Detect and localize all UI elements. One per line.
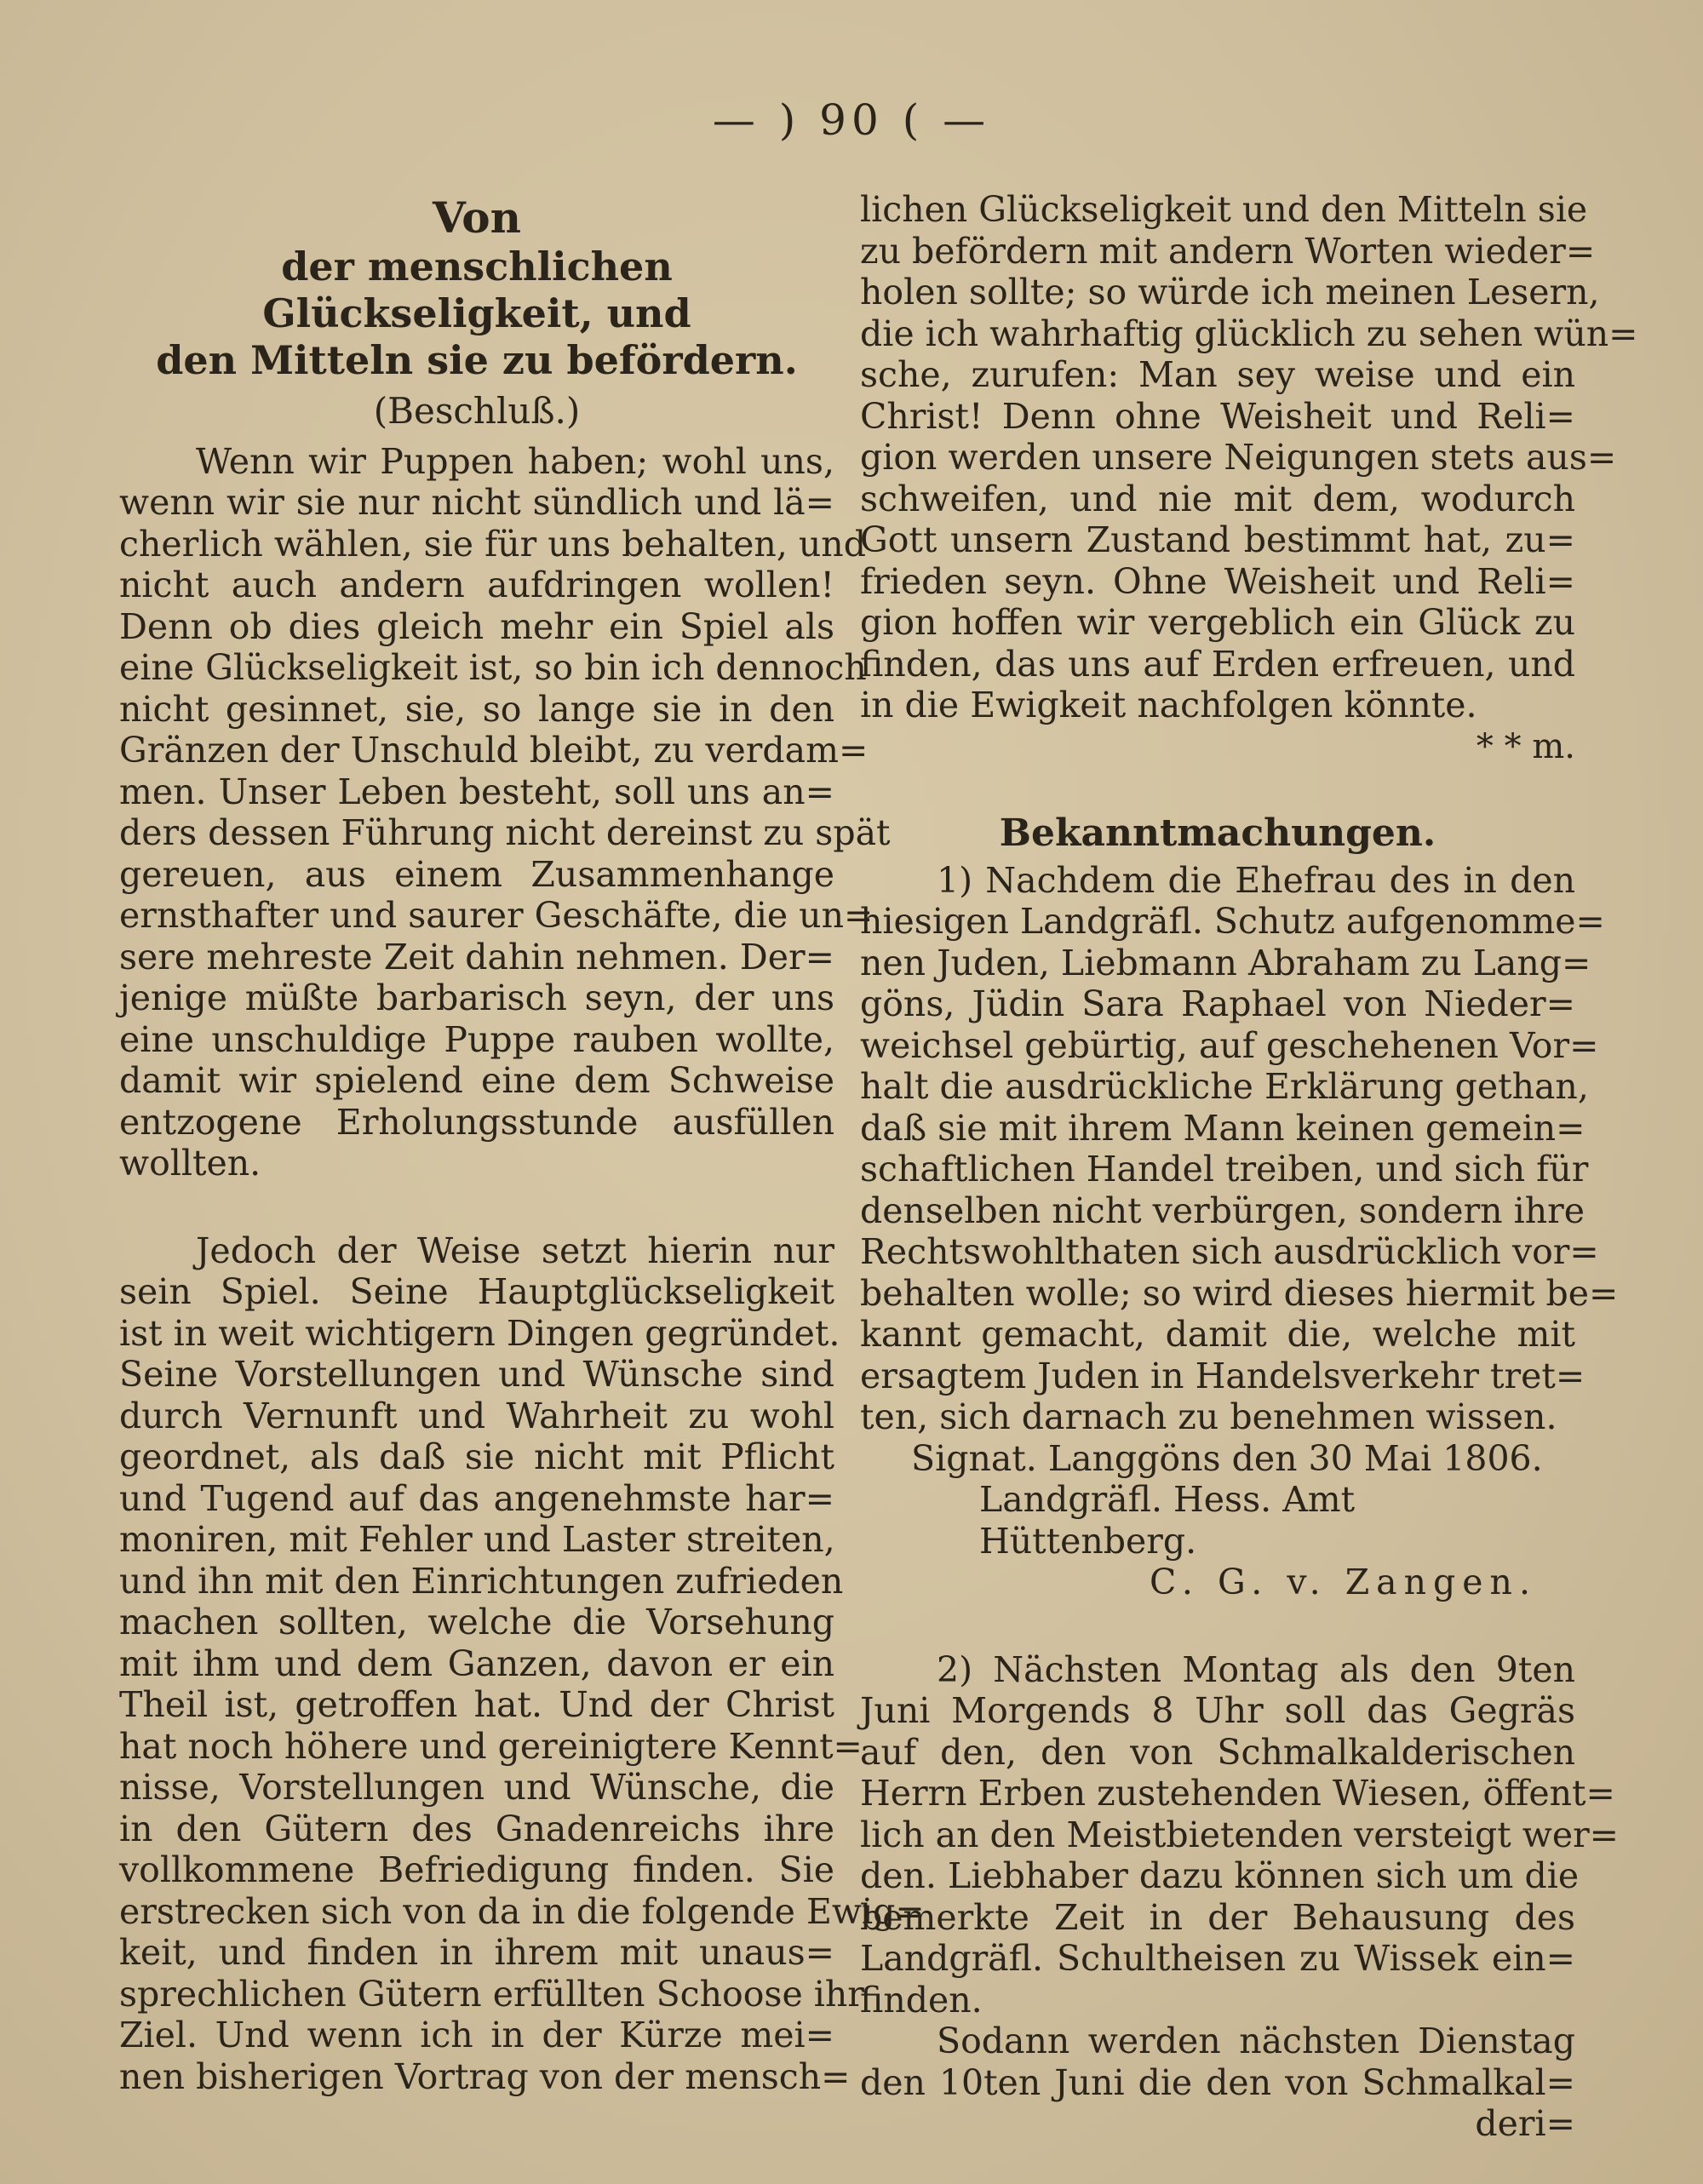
text-line: kannt gemacht, damit die, welche mit <box>860 1314 1575 1355</box>
text-line: damit wir spielend eine dem Schweise <box>119 1060 834 1101</box>
text-line: jenige müßte barbarisch seyn, der uns <box>119 977 834 1018</box>
text-line: bemerkte Zeit in der Behausung des <box>860 1896 1575 1938</box>
article-subtitle: (Beschluß.) <box>373 390 581 432</box>
text-line: finden, das uns auf Erden erfreuen, und <box>860 643 1575 685</box>
text-line: mit ihm und dem Ganzen, davon er ein <box>119 1642 834 1684</box>
text-line: sein Spiel. Seine Hauptglückseligkeit <box>119 1271 834 1312</box>
text-line: behalten wolle; so wird dieses hiermit be= <box>860 1272 1619 1314</box>
text-line: 2) Nächsten Montag als den 9ten <box>937 1648 1575 1690</box>
text-line: frieden seyn. Ohne Weisheit und Reli= <box>860 560 1575 602</box>
article-title-von: Von <box>433 192 521 243</box>
text-line: die ich wahrhaftig glücklich zu sehen wün= <box>860 312 1638 354</box>
text-line: und ihn mit den Einrichtungen zufrieden <box>119 1560 844 1602</box>
text-line: ernsthafter und saurer Geschäfte, die un= <box>119 895 874 936</box>
text-line: den 10ten Juni die den von Schmalkal= <box>860 2061 1575 2103</box>
text-line: Sodann werden nächsten Dienstag <box>937 2021 1575 2061</box>
text-line: keit, und finden in ihrem mit unaus= <box>119 1932 834 1973</box>
text-line: durch Vernunft und Wahrheit zu wohl <box>119 1395 834 1436</box>
text-line: zu befördern mit andern Worten wieder= <box>860 230 1596 272</box>
announcements-heading: Bekanntmachungen. <box>999 811 1436 855</box>
text-line: nicht auch andern aufdringen wollen! <box>119 565 834 605</box>
text-line: schweifen, und nie mit dem, wodurch <box>860 478 1575 519</box>
text-line: Christ! Denn ohne Weisheit und Reli= <box>860 395 1575 437</box>
text-line: hiesigen Landgräfl. Schutz aufgenomme= <box>860 901 1605 942</box>
announcement-1-official-name: C. G. v. Zangen. <box>1150 1562 1537 1602</box>
text-line: Herrn Erben zustehenden Wiesen, öffent= <box>860 1773 1615 1814</box>
text-line: vollkommene Befriedigung finden. Sie <box>119 1849 834 1890</box>
article-paragraph-2 <box>119 1230 925 2098</box>
text-line: Ziel. Und wenn ich in der Kürze mei= <box>119 2015 834 2055</box>
text-line: sche, zurufen: Man sey weise und ein <box>860 354 1575 395</box>
announcement-2 <box>860 1648 1620 2145</box>
text-line: sere mehreste Zeit dahin nehmen. Der= <box>119 936 834 977</box>
text-line: göns, Jüdin Sara Raphael von Nieder= <box>860 983 1575 1024</box>
text-line: finden. <box>860 1979 983 2021</box>
text-line: moniren, mit Fehler und Laster streiten, <box>119 1519 835 1560</box>
text-line: lich an den Meistbietenden versteigt wer= <box>860 1814 1620 1855</box>
left-column <box>119 189 925 2097</box>
text-line: hat noch höhere und gereinigtere Kennt= <box>119 1725 863 1767</box>
text-line: wollten. <box>119 1143 261 1184</box>
text-line: Rechtswohlthaten sich ausdrücklich vor= <box>860 1231 1599 1272</box>
text-line: daß sie mit ihrem Mann keinen gemein= <box>860 1107 1585 1149</box>
text-line: Wenn wir Puppen haben; wohl uns, <box>196 440 834 482</box>
text-line: eine Glückseligkeit ist, so bin ich dennoch <box>119 647 867 688</box>
text-line: nisse, Vorstellungen und Wünsche, die <box>119 1767 834 1808</box>
text-line: entzogene Erholungsstunde ausfüllen <box>119 1101 834 1143</box>
text-line: nen bisherigen Vortrag von der mensch= <box>119 2055 851 2097</box>
article-signature: * * m. <box>1476 726 1575 766</box>
announcement-1 <box>860 859 1619 1603</box>
article-title-line-3: den Mitteln sie zu befördern. <box>156 337 798 383</box>
text-line: cherlich wählen, sie für uns behalten, und <box>119 523 866 565</box>
text-line: gereuen, aus einem Zusammenhange <box>119 853 834 895</box>
text-line: nen Juden, Liebmann Abraham zu Lang= <box>860 942 1591 983</box>
text-line: halt die ausdrückliche Erklärung gethan, <box>860 1066 1589 1107</box>
text-line: machen sollten, welche die Vorsehung <box>119 1602 834 1642</box>
text-line: men. Unser Leben besteht, soll uns an= <box>119 771 834 812</box>
right-column <box>860 189 1638 2145</box>
article-paragraph-1 <box>119 440 891 1184</box>
text-line: weichsel gebürtig, auf geschehenen Vor= <box>860 1024 1599 1066</box>
text-line: nicht gesinnet, sie, so lange sie in den <box>119 688 834 730</box>
catchword: deri= <box>1475 2103 1575 2144</box>
text-line: erstrecken sich von da in die folgende Ewig= <box>119 1890 925 1932</box>
text-line: auf den, den von Schmalkalderischen <box>860 1731 1575 1773</box>
text-line: ten, sich darnach zu benehmen wissen. <box>860 1396 1557 1437</box>
text-line: Landgräfl. Schultheisen zu Wissek ein= <box>860 1938 1575 1979</box>
text-line: denselben nicht verbürgen, sondern ihre <box>860 1189 1585 1231</box>
text-line: und Tugend auf das angenehmste har= <box>119 1477 834 1519</box>
text-line: wenn wir sie nur nicht sündlich und lä= <box>119 482 834 523</box>
text-line: ist in weit wichtigern Dingen gegründet. <box>119 1312 840 1354</box>
text-line: gion hoffen wir vergeblich ein Glück zu <box>860 602 1575 643</box>
text-line: gion werden unsere Neigungen stets aus= <box>860 437 1617 478</box>
text-line: den. Liebhaber dazu können sich um die <box>860 1855 1580 1896</box>
text-line: sprechlichen Gütern erfüllten Schoose ihr <box>119 1973 864 2015</box>
text-line: Gott unsern Zustand bestimmt hat, zu= <box>860 519 1575 560</box>
article-title-line-2: der menschlichen Glückseligkeit, und <box>262 244 691 336</box>
text-line: geordnet, als daß sie nicht mit Pflicht <box>119 1436 834 1477</box>
text-line: ersagtem Juden in Handelsverkehr tret= <box>860 1355 1585 1396</box>
text-line: eine unschuldige Puppe rauben wollte, <box>119 1018 834 1060</box>
text-line: schaftlichen Handel treiben, und sich für <box>860 1149 1589 1189</box>
announcement-1-signat: Signat. Langgöns den 30 Mai 1806. <box>911 1437 1543 1479</box>
text-line: in die Ewigkeit nachfolgen könnte. <box>860 685 1477 725</box>
text-line: in den Gütern des Gnadenreichs ihre <box>119 1808 834 1849</box>
text-line: ders dessen Führung nicht dereinst zu spät <box>119 812 891 853</box>
text-line: 1) Nachdem die Ehefrau des in den <box>937 859 1575 901</box>
announcement-1-office: Landgräfl. Hess. Amt Hüttenberg. <box>979 1479 1356 1562</box>
text-line: lichen Glückseligkeit und den Mitteln sie <box>860 189 1588 230</box>
page-number-header: — ) 90 ( — <box>712 95 991 145</box>
text-line: Theil ist, getroffen hat. Und der Christ <box>119 1684 834 1725</box>
text-line: Denn ob dies gleich mehr ein Spiel als <box>119 605 834 647</box>
text-line: holen sollte; so würde ich meinen Lesern, <box>860 272 1600 312</box>
text-line: Gränzen der Unschuld bleibt, zu verdam= <box>119 730 869 771</box>
text-line: Seine Vorstellungen und Wünsche sind <box>119 1354 834 1395</box>
text-line: Jedoch der Weise setzt hierin nur <box>196 1230 834 1271</box>
text-line: Juni Morgends 8 Uhr soll das Gegräs <box>860 1690 1575 1731</box>
article-paragraph-3 <box>860 189 1638 726</box>
